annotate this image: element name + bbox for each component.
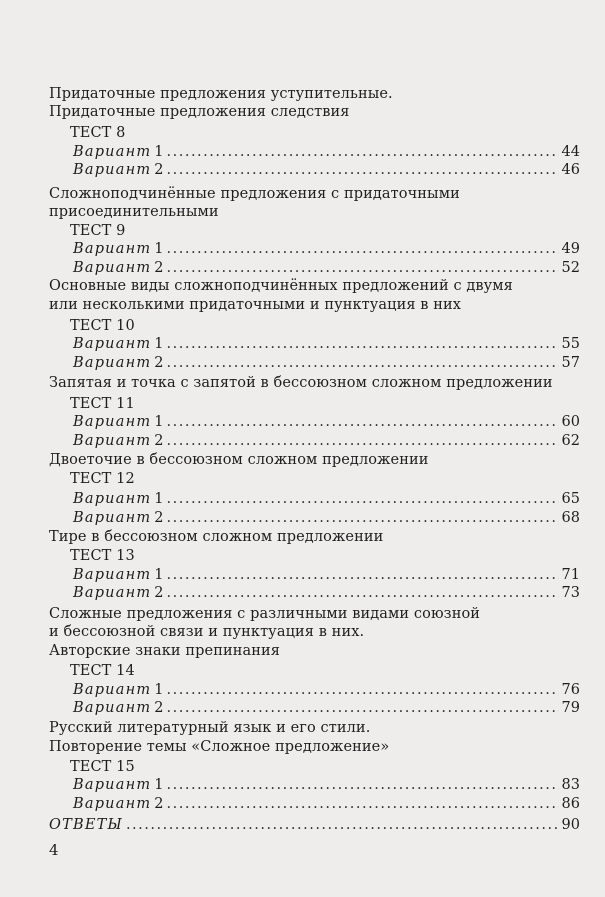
- toc-variant-entry[interactable]: [73, 240, 580, 258]
- toc-entry-label: Вариант: [73, 355, 152, 371]
- toc-variant-entry[interactable]: [73, 354, 580, 372]
- toc-entry-label: Вариант: [73, 260, 152, 276]
- toc-page-number: 65: [561, 491, 580, 507]
- toc-test-heading: ТЕСТ 15: [70, 759, 135, 775]
- toc-variant-number: 1: [154, 491, 164, 507]
- toc-variant-entry[interactable]: [73, 335, 580, 353]
- toc-variant-entry[interactable]: [73, 566, 580, 584]
- toc-entry-label: ОТВЕТЫ: [49, 817, 123, 833]
- toc-variant-entry[interactable]: [73, 699, 580, 717]
- toc-variant-number: 1: [154, 144, 164, 160]
- toc-variant-entry[interactable]: [73, 432, 580, 450]
- toc-page-number: 46: [561, 162, 580, 178]
- toc-variant-entry[interactable]: [73, 490, 580, 508]
- toc-topic: Русский литературный язык и его стили.: [49, 720, 371, 736]
- dot-leader: [167, 354, 559, 372]
- toc-entry-label: Вариант: [73, 433, 152, 449]
- toc-variant-number: 2: [154, 260, 164, 276]
- toc-entry-label: Вариант: [73, 491, 152, 507]
- toc-topic: Авторские знаки препинания: [49, 643, 281, 659]
- toc-variant-number: 2: [154, 433, 164, 449]
- toc-entry-label: Вариант: [73, 336, 152, 352]
- toc-entry-label: Вариант: [73, 162, 152, 178]
- toc-page-number: 83: [561, 777, 580, 793]
- toc-topic: Сложноподчинённые предложения с придаточными: [49, 186, 460, 202]
- toc-topic: Двоеточие в бессоюзном сложном предложении: [49, 452, 429, 468]
- toc-entry-label: Вариант: [73, 414, 152, 430]
- toc-variant-number: 1: [154, 682, 164, 698]
- toc-entry-label: Вариант: [73, 567, 152, 583]
- toc-test-heading: ТЕСТ 14: [70, 663, 135, 679]
- toc-page-number: 49: [561, 241, 580, 257]
- dot-leader: [167, 584, 559, 602]
- dot-leader: [167, 490, 559, 508]
- toc-test-heading: ТЕСТ 11: [70, 396, 135, 412]
- toc-page-number: 79: [561, 700, 580, 716]
- toc-test-heading: ТЕСТ 12: [70, 471, 135, 487]
- toc-entry-label: Вариант: [73, 241, 152, 257]
- toc-variant-number: 2: [154, 162, 164, 178]
- toc-variant-number: 1: [154, 336, 164, 352]
- toc-test-heading: ТЕСТ 13: [70, 548, 135, 564]
- toc-page-number: 55: [561, 336, 580, 352]
- toc-variant-number: 2: [154, 585, 164, 601]
- toc-topic: Запятая и точка с запятой в бессоюзном сложном предложении: [49, 375, 553, 391]
- toc-entry-label: Вариант: [73, 144, 152, 160]
- toc-topic: Придаточные предложения следствия: [49, 104, 350, 120]
- toc-test-heading: ТЕСТ 10: [70, 318, 135, 334]
- dot-leader: [167, 566, 559, 584]
- toc-topic: и бессоюзной связи и пунктуация в них.: [49, 624, 365, 640]
- toc-page-number: 60: [561, 414, 580, 430]
- dot-leader: [167, 776, 559, 794]
- toc-variant-number: 2: [154, 355, 164, 371]
- toc-entry-label: Вариант: [73, 510, 152, 526]
- dot-leader: [167, 795, 559, 813]
- toc-variant-number: 2: [154, 510, 164, 526]
- toc-entry-label: Вариант: [73, 700, 152, 716]
- toc-variant-entry[interactable]: [73, 509, 580, 527]
- toc-test-heading: ТЕСТ 9: [70, 223, 126, 239]
- toc-entry-label: Вариант: [73, 585, 152, 601]
- dot-leader: [167, 161, 559, 179]
- toc-variant-entry[interactable]: [73, 584, 580, 602]
- toc-variant-number: 1: [154, 241, 164, 257]
- toc-page-number: 76: [561, 682, 580, 698]
- toc-topic: Придаточные предложения уступительные.: [49, 86, 393, 102]
- dot-leader: [167, 681, 559, 699]
- toc-page-number: 52: [561, 260, 580, 276]
- toc-answers-entry[interactable]: [49, 816, 580, 834]
- toc-entry-label: Вариант: [73, 682, 152, 698]
- toc-entry-label: Вариант: [73, 777, 152, 793]
- toc-page-number: 68: [561, 510, 580, 526]
- toc-topic: Основные виды сложноподчинённых предложений с двумя: [49, 278, 513, 294]
- toc-page-number: 62: [561, 433, 580, 449]
- toc-variant-entry[interactable]: [73, 161, 580, 179]
- toc-test-heading: ТЕСТ 8: [70, 125, 126, 141]
- toc-variant-entry[interactable]: [73, 413, 580, 431]
- toc-variant-entry[interactable]: [73, 143, 580, 161]
- dot-leader: [167, 240, 559, 258]
- toc-topic: Повторение темы «Сложное предложение»: [49, 739, 390, 755]
- toc-page-number: 90: [561, 817, 580, 833]
- toc-page-number: 73: [561, 585, 580, 601]
- toc-variant-entry[interactable]: [73, 795, 580, 813]
- toc-page-number: 44: [561, 144, 580, 160]
- dot-leader: [167, 699, 559, 717]
- toc-entry-label: Вариант: [73, 796, 152, 812]
- toc-page-number: 71: [561, 567, 580, 583]
- toc-variant-number: 2: [154, 796, 164, 812]
- toc-variant-number: 1: [154, 414, 164, 430]
- toc-topic: присоединительными: [49, 204, 219, 220]
- toc-variant-entry[interactable]: [73, 259, 580, 277]
- toc-variant-number: 1: [154, 567, 164, 583]
- dot-leader: [167, 143, 559, 161]
- dot-leader: [167, 413, 559, 431]
- dot-leader: [126, 816, 559, 834]
- dot-leader: [167, 509, 559, 527]
- toc-page-number: 57: [561, 355, 580, 371]
- toc-topic: Тире в бессоюзном сложном предложении: [49, 529, 384, 545]
- toc-topic: или несколькими придаточными и пунктуация в них: [49, 297, 462, 313]
- toc-topic: Сложные предложения с различными видами союзной: [49, 606, 481, 622]
- page-number: 4: [49, 841, 59, 859]
- dot-leader: [167, 335, 559, 353]
- dot-leader: [167, 259, 559, 277]
- toc-variant-entry[interactable]: [73, 681, 580, 699]
- toc-variant-entry[interactable]: [73, 776, 580, 794]
- toc-variant-number: 2: [154, 700, 164, 716]
- dot-leader: [167, 432, 559, 450]
- toc-variant-number: 1: [154, 777, 164, 793]
- toc-page-number: 86: [561, 796, 580, 812]
